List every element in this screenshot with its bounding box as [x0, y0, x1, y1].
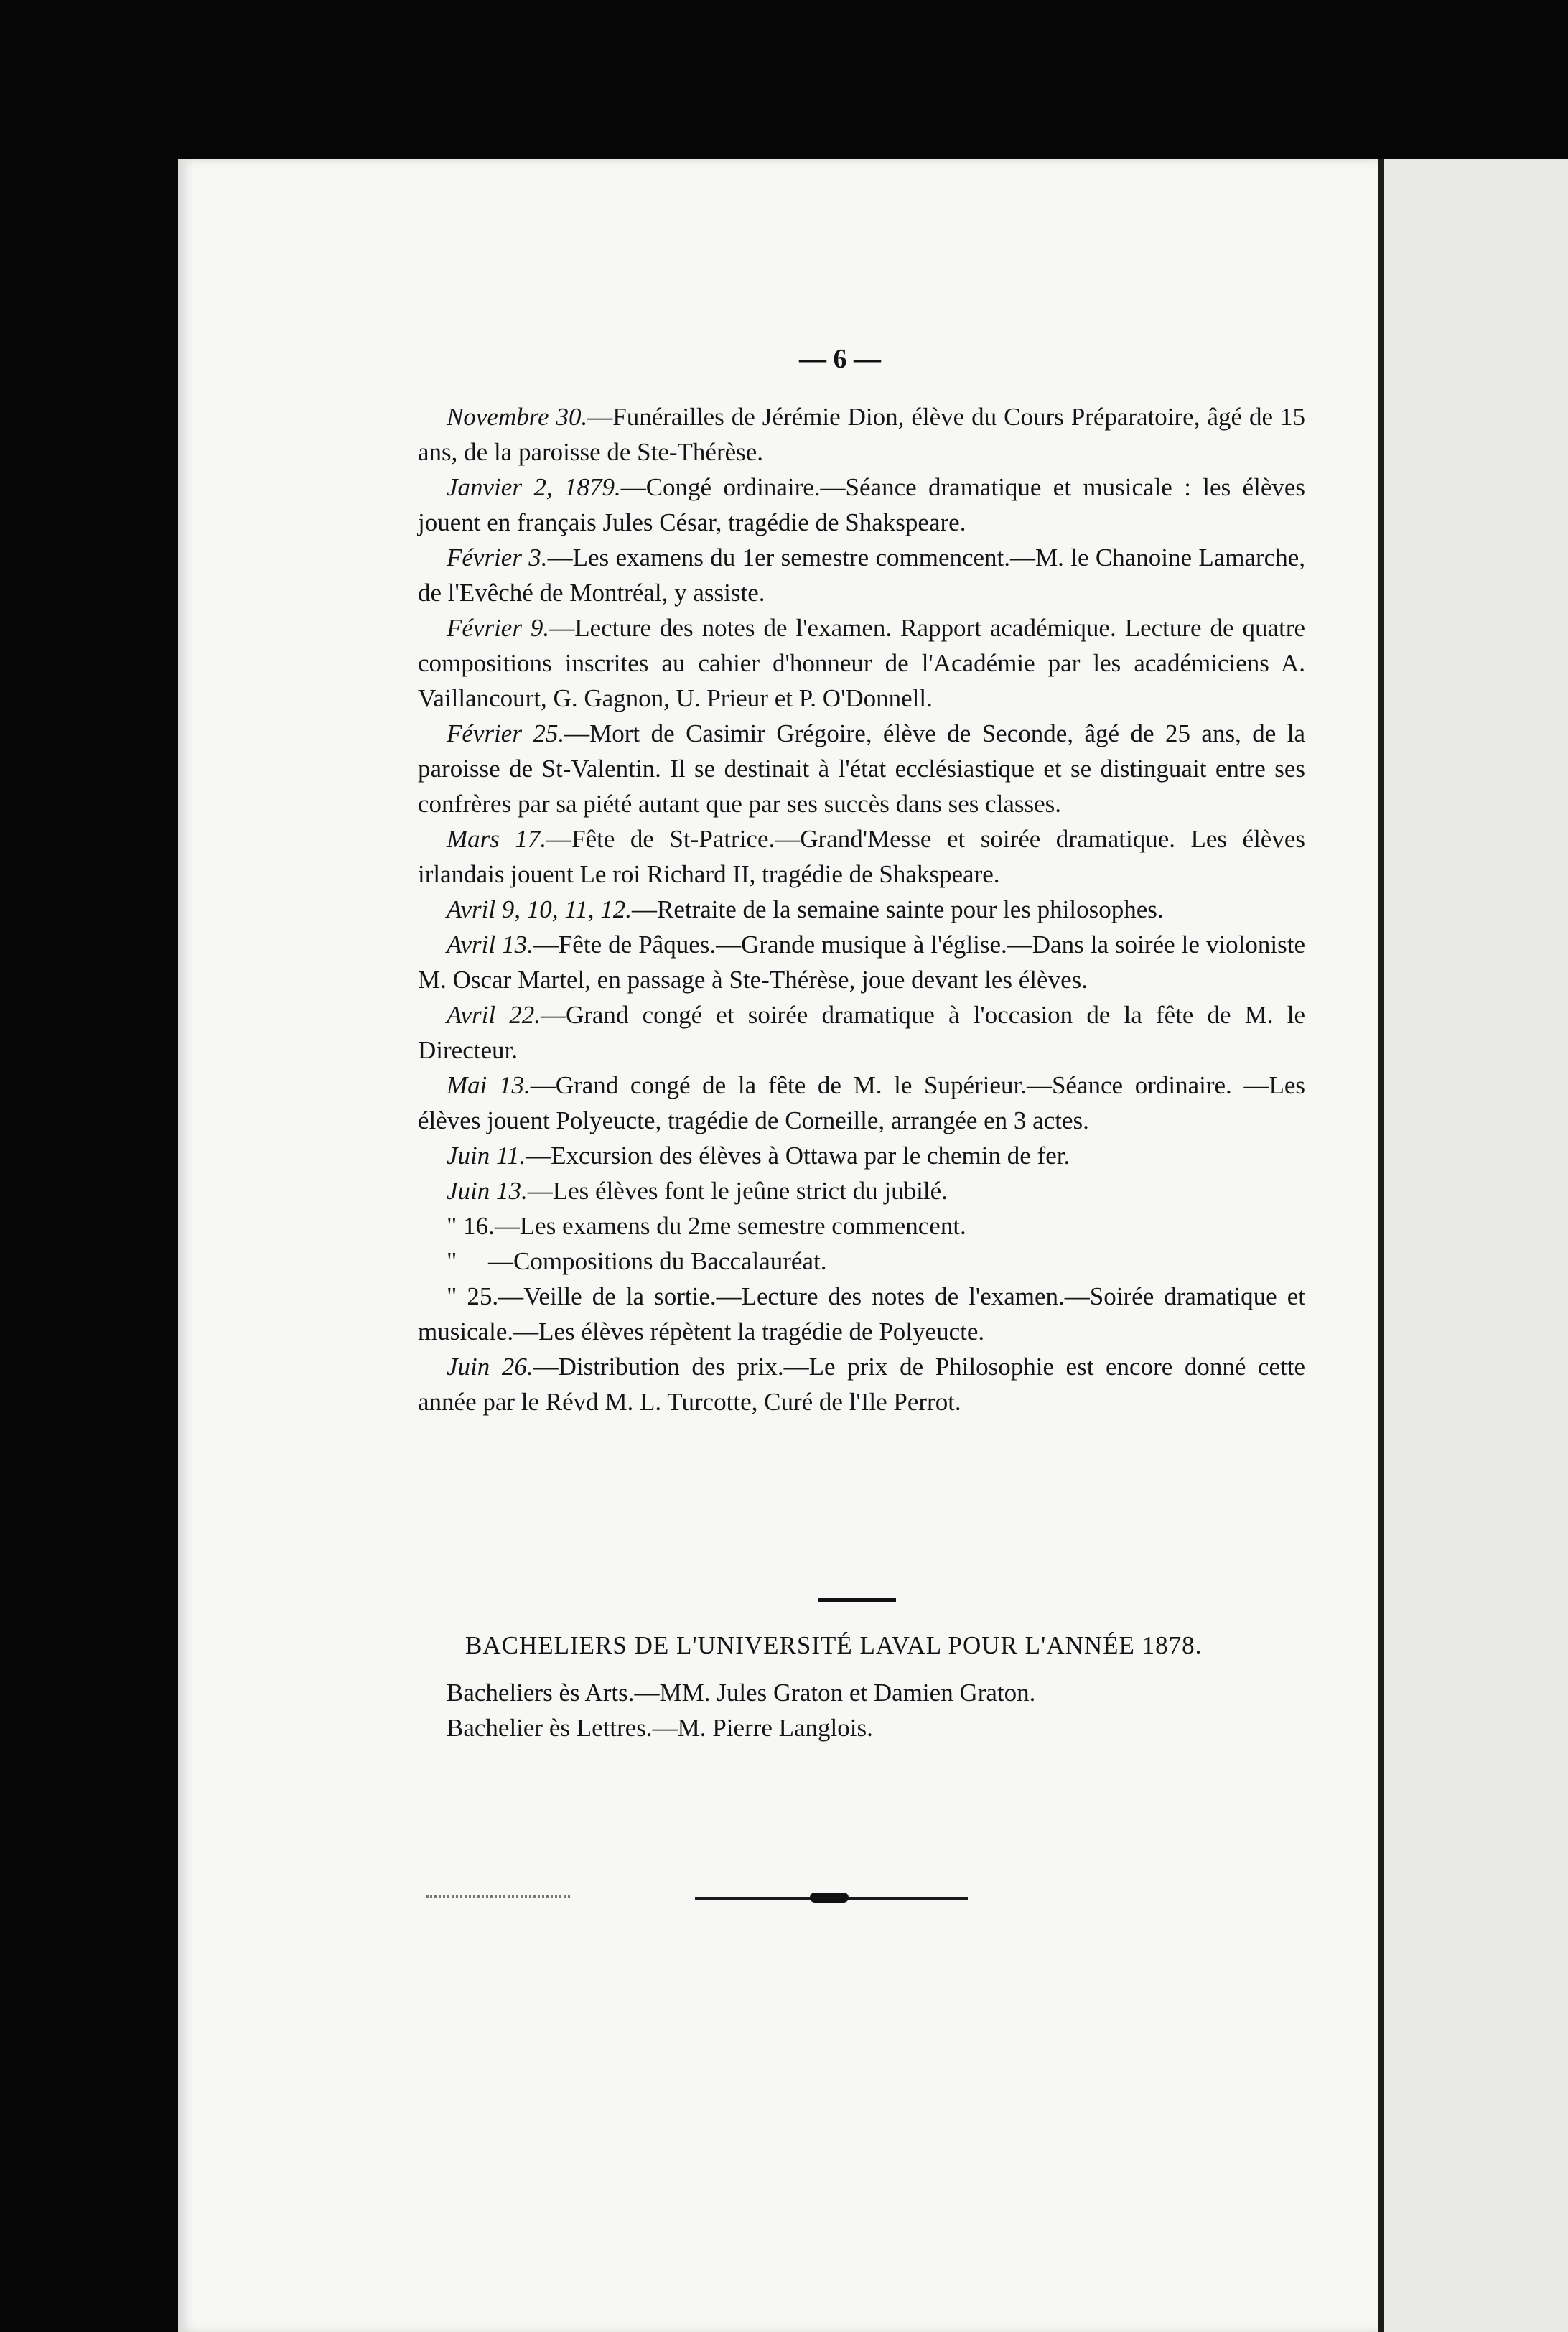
entry — [418, 1138, 1305, 1173]
entry — [418, 610, 1305, 716]
entry — [418, 892, 1305, 927]
facing-page-edge — [1378, 159, 1568, 2332]
entry-date: Avril 13. — [447, 931, 533, 959]
entry-date: Mai 13. — [447, 1071, 531, 1099]
entry-date: Avril 9, 10, 11, 12. — [447, 895, 632, 923]
entry-date: Février 3. — [447, 544, 548, 572]
entry-date: Avril 22. — [447, 1001, 541, 1029]
entry-text: —Compositions du Baccalauréat. — [488, 1247, 827, 1275]
entry — [418, 927, 1305, 997]
entry-date: " 16. — [447, 1212, 495, 1240]
page-number: — 6 — — [799, 344, 881, 374]
entry-text: —Retraite de la semaine sainte pour les philosophes. — [631, 895, 1164, 923]
entry-text: —Les examens du 2me semestre commencent. — [494, 1212, 966, 1240]
section-divider — [818, 1598, 896, 1602]
entry-text: —Lecture des notes de l'examen. Rapport académique. Lecture de quatre compositions inscrites au cahier d'honneur de l'Académie par les académiciens A. Vaillancourt, G. Gagnon, U. Prieur et P. O'Donnell. — [418, 614, 1305, 712]
faint-rule — [426, 1895, 570, 1900]
entry-text: —Fête de Pâques.—Grande musique à l'église.—Dans la soirée le violoniste M. Oscar Martel, en passage à Ste-Thérèse, joue devant les élèves. — [418, 931, 1305, 994]
chronicle-text — [418, 399, 1305, 1419]
entry-date: Janvier 2, 1879. — [447, 473, 621, 501]
entry-date: Février 9. — [447, 614, 550, 642]
entry-text: —Fête de St-Patrice.—Grand'Messe et soirée dramatique. Les élèves irlandais jouent Le roi Richard II, tragédie de Shakspeare. — [418, 825, 1305, 888]
entry — [418, 1068, 1305, 1138]
entry — [418, 1244, 1305, 1279]
entry — [418, 1279, 1305, 1349]
entry-date: " 25. — [447, 1282, 499, 1310]
bacheliers-heading: BACHELIERS DE L'UNIVERSITÉ LAVAL POUR L'ANNÉE 1878. — [465, 1631, 1203, 1659]
entry-date: Juin 13. — [447, 1177, 528, 1205]
entry — [418, 540, 1305, 610]
entry-text: —Grand congé et soirée dramatique à l'occasion de la fête de M. le Directeur. — [418, 1001, 1306, 1064]
entry — [418, 821, 1305, 892]
entry-date: Mars 17. — [447, 825, 547, 853]
entry — [418, 399, 1305, 470]
entry-text: —Veille de la sortie.—Lecture des notes de l'examen.—Soirée dramatique et musicale.—Les élèves répètent la tragédie de Polyeucte. — [418, 1282, 1305, 1345]
entry-text: —Les élèves font le jeûne strict du jubilé. — [527, 1177, 948, 1205]
entry — [418, 470, 1305, 540]
entry — [418, 716, 1305, 821]
entry-text: —Distribution des prix.—Le prix de Philosophie est encore donné cette année par le Révd M. L. Turcotte, Curé de l'Ile Perrot. — [418, 1353, 1305, 1416]
entry-date: " — [447, 1247, 457, 1275]
entry — [418, 1208, 1305, 1244]
entry-text: —Mort de Casimir Grégoire, élève de Seconde, âgé de 25 ans, de la paroisse de St-Valentin. Il se destinait à l'état ecclésiastique et se distinguait entre ses confrères par sa piété autant que par ses succès dans ses classes. — [418, 719, 1305, 818]
entry — [418, 1173, 1305, 1208]
entry-text: —Excursion des élèves à Ottawa par le chemin de fer. — [526, 1142, 1070, 1170]
entry-text: —Grand congé de la fête de M. le Supérieur.—Séance ordinaire. —Les élèves jouent Polyeucte, tragédie de Corneille, arrangée en 3 actes. — [418, 1071, 1305, 1134]
entry-text: —Funérailles de Jérémie Dion, élève du Cours Préparatoire, âgé de 15 ans, de la paroisse de Ste-Thérèse. — [418, 403, 1306, 466]
entry — [418, 997, 1305, 1068]
bacheliers-lettres: Bachelier ès Lettres.—M. Pierre Langlois. — [447, 1714, 873, 1742]
end-ornament — [810, 1893, 849, 1903]
entry-date: Novembre 30. — [447, 403, 588, 431]
entry — [418, 1349, 1305, 1419]
bacheliers-arts: Bacheliers ès Arts.—MM. Jules Graton et Damien Graton. — [447, 1679, 1036, 1707]
entry-date: Juin 11. — [447, 1142, 526, 1170]
entry-date: Février 25. — [447, 719, 565, 747]
entry-text: —Les examens du 1er semestre commencent.—M. le Chanoine Lamarche, de l'Evêché de Montréal, y assiste. — [418, 544, 1305, 607]
entry-date: Juin 26. — [447, 1353, 533, 1381]
entry-text: —Congé ordinaire.—Séance dramatique et musicale : les élèves jouent en français Jules César, tragédie de Shakspeare. — [418, 473, 1306, 536]
